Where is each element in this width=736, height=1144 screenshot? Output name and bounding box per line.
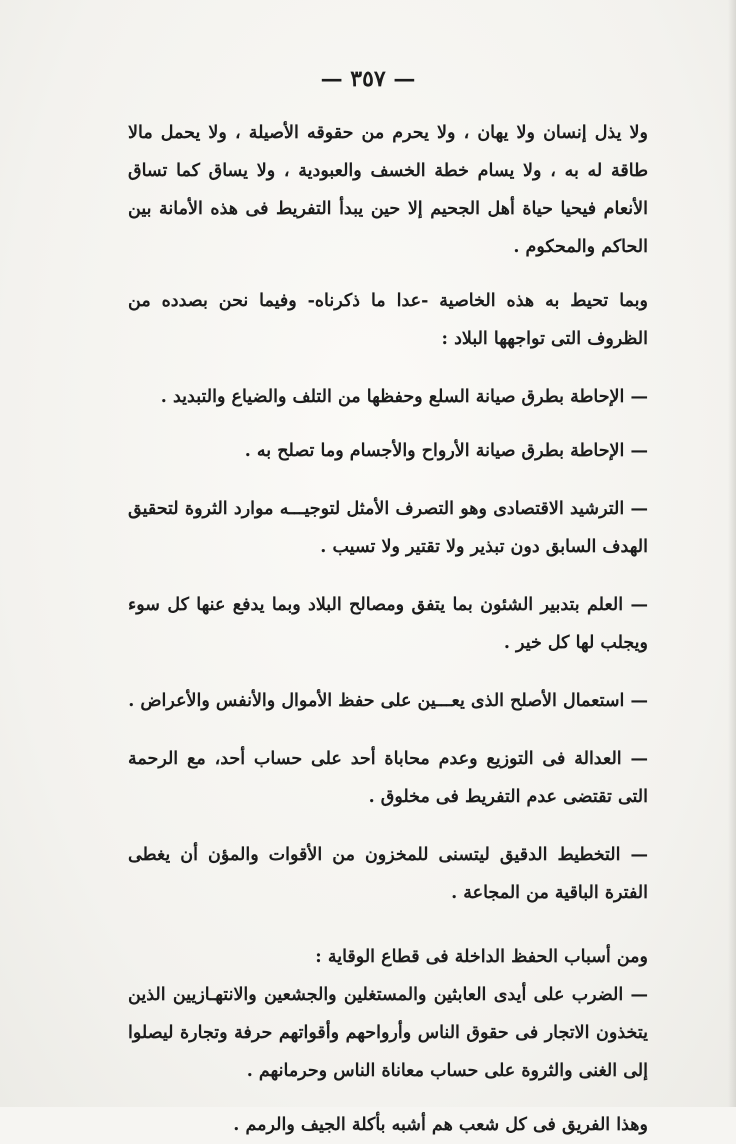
list-item-7: — التخطيط الدقيق ليتسنى للمخزون من الأقوات والمؤن أن يغطى الفترة الباقية من المجاعة . [128,845,648,903]
list-item-3: — الترشيد الاقتصادى وهو التصرف الأمثل لتوجيـــه موارد الثروة لتحقيق الهدف السابق دون تبذير ولا تقتير ولا تسيب . [128,499,648,557]
paragraph-2: وبما تحيط به هذه الخاصية -عدا ما ذكرناه- وفيما نحن بصدده من الظروف التى تواجهها البلاد : [128,291,648,349]
scan-edge-shadow [728,0,736,1107]
list-item-4: — العلم بتدبير الشئون بما يتفق ومصالح البلاد وبما يدفع عنها كل سوء ويجلب لها كل خير . [128,595,648,653]
paragraph-1: ولا يذل إنسان ولا يهان ، ولا يحرم من حقوقه الأصيلة ، ولا يحمل مالا طاقة له به ، ولا يسام خطة الخسف والعبودية ، ولا يساق كما تساق الأنعام فيحيا حياة أهل الجحيم إلا حين يبدأ التفريط فى هذه الأمانة بين الحاكم والمحكوم . [128,123,648,257]
page-body [128,114,678,1144]
page-number: — ٣٥٧ — [320,66,416,92]
closing-paragraph: وهذا الفريق فى كل شعب هم أشبه بأكلة الجيف والرمم . [233,1115,648,1135]
list-item-6: — العدالة فى التوزيع وعدم محاباة أحد على حساب أحد، مع الرحمة التى تقتضى عدم التفريط فى مخلوق . [128,749,648,807]
list-item-8: — الضرب على أيدى العابثين والمستغلين والجشعين والانتهـازيين الذين يتخذون الاتجار فى حقوق الناس وأرواحهم وأقواتهم حرفة وتجارة ليصلوا إلى الغنى والثروة على حساب معاناة الناس وحرمانهم . [128,985,648,1081]
list-item-2: — الإحاطة بطرق صيانة الأرواح والأجسام وما تصلح به . [244,441,648,461]
list-item-1: — الإحاطة بطرق صيانة السلع وحفظها من التلف والضياع والتبديد . [160,387,648,407]
list-item-5: — استعمال الأصلح الذى يعـــين على حفظ الأموال والأنفس والأعراض . [128,691,648,711]
section-intro: ومن أسباب الحفظ الداخلة فى قطاع الوقاية : [315,947,648,967]
